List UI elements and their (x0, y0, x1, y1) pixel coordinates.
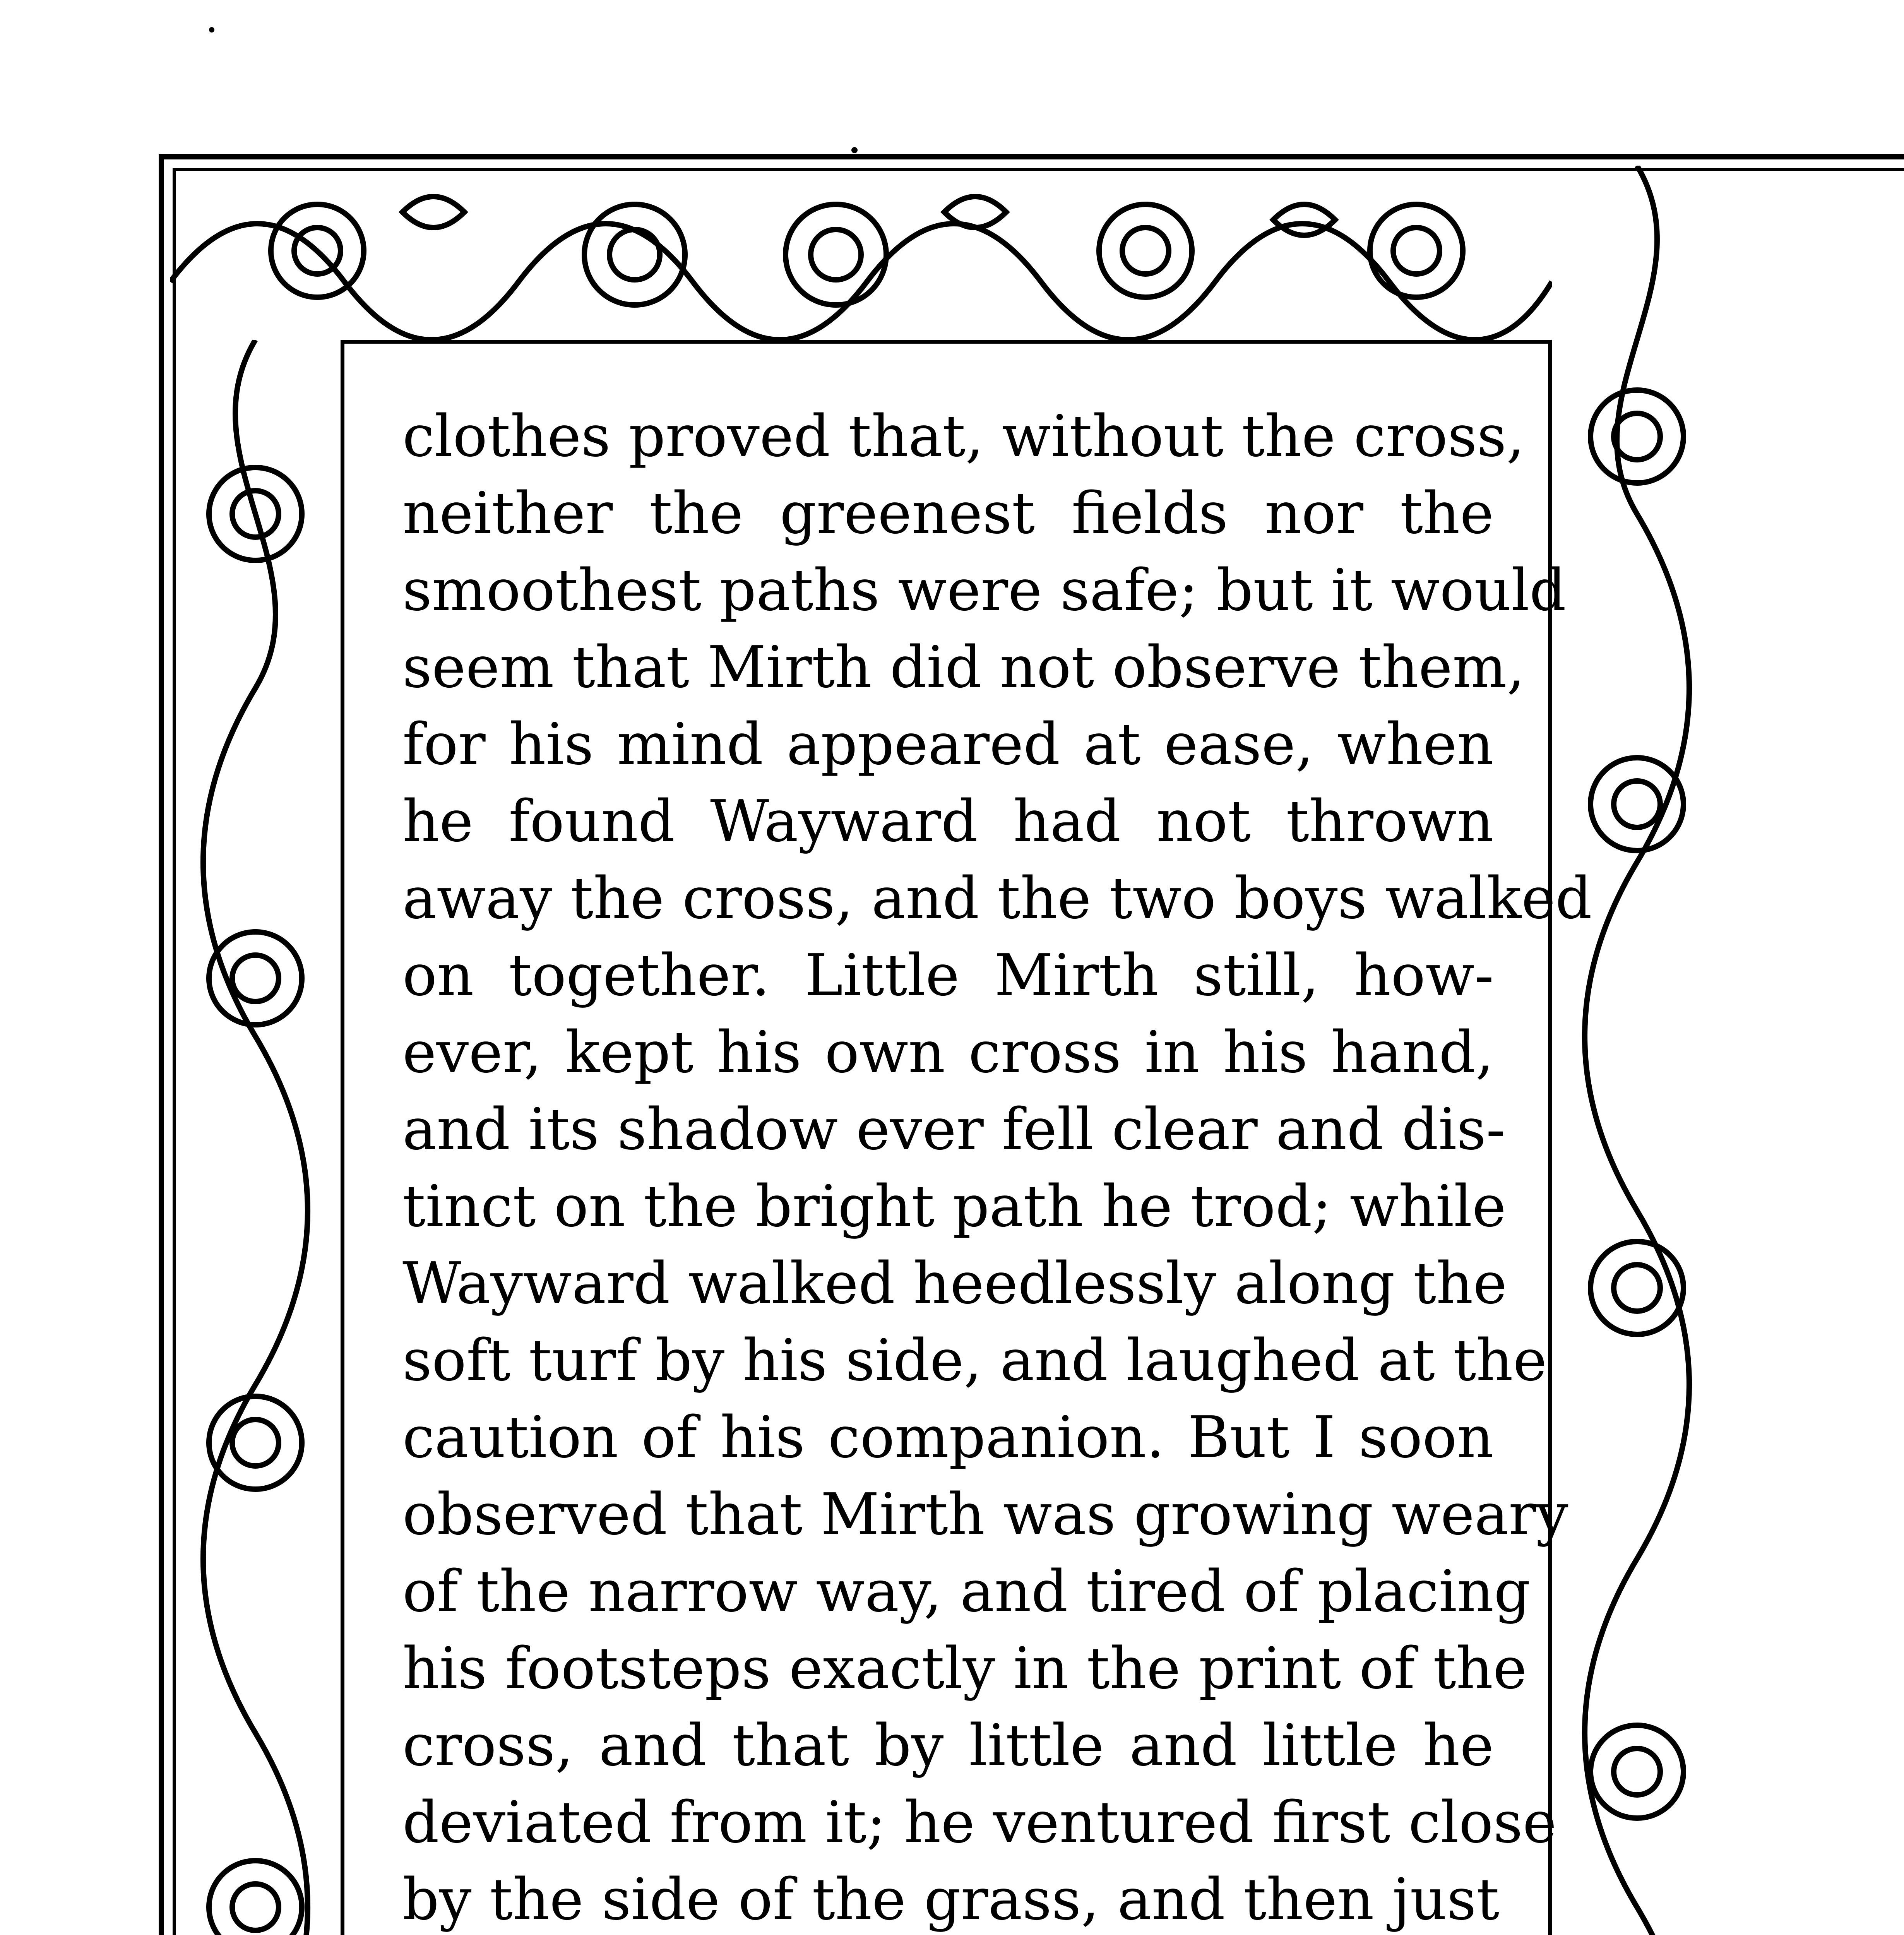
text-line: clothes proved that, without the cross, (402, 403, 1525, 469)
text-line: seem that Mirth did not observe them, (402, 634, 1525, 700)
text-line: for his mind appeared at ease, when (402, 711, 1494, 777)
left-ornament-band (170, 340, 341, 1935)
text-line: caution of his companion. But I soon (402, 1404, 1494, 1471)
text-line: tinct on the bright path he trod; while (402, 1173, 1506, 1240)
text-line: neither the greenest fields nor the (402, 480, 1494, 546)
scan-speck (851, 147, 858, 153)
text-line: deviated from it; he ventured first close (402, 1789, 1557, 1856)
text-panel (341, 340, 1592, 1935)
right-vine-ornament (1552, 166, 1722, 1935)
right-ornament-band (1552, 166, 1722, 1935)
text-line: cross, and that by little and little he (402, 1712, 1494, 1779)
body-text (402, 398, 1592, 1935)
top-scroll-ornament (170, 166, 1552, 340)
text-line: his footsteps exactly in the print of the (402, 1635, 1527, 1702)
top-ornament-band (170, 166, 1552, 340)
text-line: on together. Little Mirth still, how- (402, 942, 1494, 1009)
text-line: of the narrow way, and tired of placing (402, 1558, 1531, 1625)
text-line: away the cross, and the two boys walked (402, 865, 1592, 932)
text-line: he found Wayward had not thrown (402, 788, 1494, 854)
scan-speck (209, 27, 214, 33)
text-line: and its shadow ever fell clear and dis- (402, 1096, 1506, 1163)
text-line: soft turf by his side, and laughed at the (402, 1327, 1547, 1394)
text-line: observed that Mirth was growing weary (402, 1481, 1568, 1548)
text-line: by the side of the grass, and then just (402, 1866, 1500, 1933)
left-vine-ornament (170, 340, 341, 1935)
text-line: ever, kept his own cross in his hand, (402, 1019, 1494, 1086)
text-line: smoothest paths were safe; but it would (402, 557, 1566, 623)
text-line: Wayward walked heedlessly along the (402, 1250, 1507, 1317)
